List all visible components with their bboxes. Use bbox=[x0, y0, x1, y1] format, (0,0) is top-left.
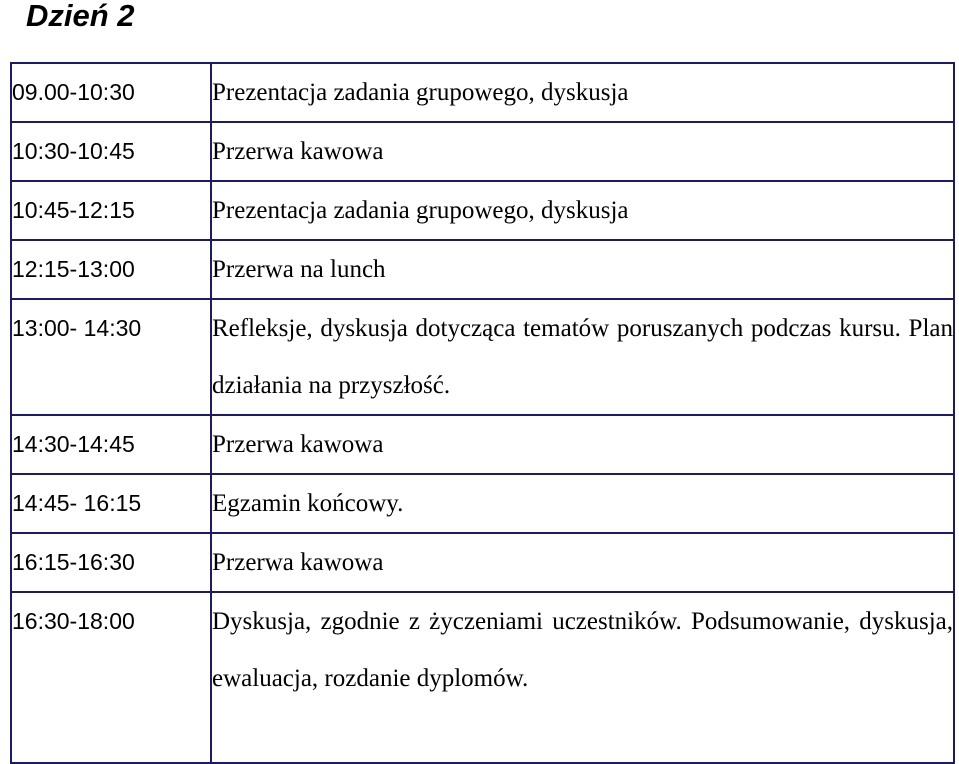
schedule-row bbox=[11, 299, 954, 415]
time-cell: 16:15-16:30 bbox=[11, 533, 211, 592]
schedule-row bbox=[11, 415, 954, 474]
time-cell: 13:00- 14:30 bbox=[11, 299, 211, 415]
time-cell: 12:15-13:00 bbox=[11, 240, 211, 299]
time-cell: 09.00-10:30 bbox=[11, 63, 211, 122]
schedule-row bbox=[11, 474, 954, 533]
activity-cell: Przerwa kawowa bbox=[211, 533, 954, 592]
activity-cell: Prezentacja zadania grupowego, dyskusja bbox=[211, 181, 954, 240]
schedule-row bbox=[11, 63, 954, 122]
schedule-row bbox=[11, 240, 954, 299]
schedule-row bbox=[11, 533, 954, 592]
time-cell: 10:45-12:15 bbox=[11, 181, 211, 240]
schedule-row bbox=[11, 122, 954, 181]
time-cell: 16:30-18:00 bbox=[11, 592, 211, 763]
day-heading: Dzień 2 bbox=[26, 0, 135, 33]
activity-cell: Dyskusja, zgodnie z życzeniami uczestników. Podsumowanie, dyskusja, ewaluacja, rozdanie dyplomów. bbox=[211, 592, 954, 763]
activity-cell: Przerwa na lunch bbox=[211, 240, 954, 299]
time-cell: 14:45- 16:15 bbox=[11, 474, 211, 533]
activity-cell: Przerwa kawowa bbox=[211, 122, 954, 181]
time-cell: 14:30-14:45 bbox=[11, 415, 211, 474]
schedule-row bbox=[11, 181, 954, 240]
activity-cell: Przerwa kawowa bbox=[211, 415, 954, 474]
schedule-table bbox=[10, 62, 955, 764]
time-cell: 10:30-10:45 bbox=[11, 122, 211, 181]
activity-cell: Egzamin końcowy. bbox=[211, 474, 954, 533]
activity-cell: Refleksje, dyskusja dotycząca tematów poruszanych podczas kursu. Plan działania na przyszłość. bbox=[211, 299, 954, 415]
schedule-row bbox=[11, 592, 954, 763]
activity-cell: Prezentacja zadania grupowego, dyskusja bbox=[211, 63, 954, 122]
